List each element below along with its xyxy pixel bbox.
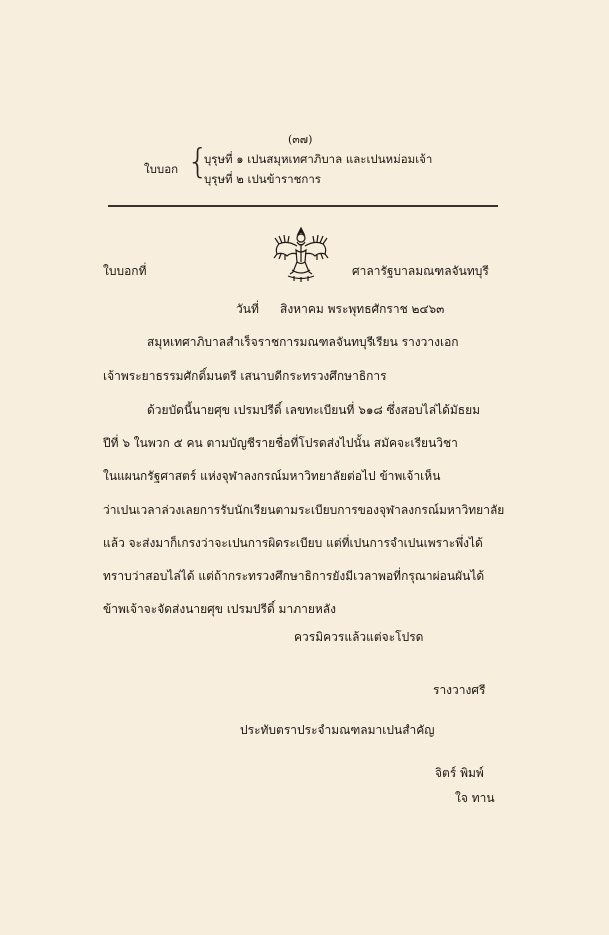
sender-title: สมุหเทศาภิบาลสำเร็จราชการมณฑลจันทบุรี [147, 335, 374, 349]
date-label: วันที่ [236, 302, 259, 316]
clerk-name: จิตร์ พิมพ์ [435, 766, 484, 780]
body-line-3: ในแผนกรัฐศาสตร์ แห่งจุฬาลงกรณ์มหาวิทยาลัยต่อไป ข้าพเจ้าเห็น [103, 469, 441, 483]
date-value: สิงหาคม พระพุทธศักราช ๒๔๖๓ [280, 302, 445, 316]
divider-rule [108, 205, 498, 207]
body-line-7: ข้าพเจ้าจะจัดส่งนายศุข เปรมปรีดิ์ มาภายหลัง [103, 602, 337, 616]
seal-note: ประทับตราประจำมณฑลมาเปนสำคัญ [240, 723, 435, 737]
closing-phrase: ควรมิควรแล้วแต่จะโปรด [294, 630, 424, 644]
document-kind-label: ใบบอก [144, 162, 179, 176]
signatory-title: รางวางศรี [433, 683, 486, 697]
body-line-1: ด้วยบัดนี้นายศุข เปรมปรีดิ์ เลขทะเบียนที่ ๖๑๘ ซึ่งสอบไล่ได้มัธยม [147, 403, 481, 417]
header-item-1: บุรุษที่ ๑ เปนสมุหเทศาภิบาล และเปนหม่อมเจ้า [204, 152, 433, 166]
addressee: เจ้าพระยาธรรมศักดิ์มนตรี เสนาบดีกระทรวงศึกษาธิการ [103, 369, 387, 383]
salutation: เรียน รางวางเอก [372, 335, 459, 349]
document-number-label: ใบบอกที่ [103, 264, 147, 278]
brace-symbol: { [187, 142, 209, 182]
issuing-office: ศาลารัฐบาลมณฑลจันทบุรี [352, 264, 489, 278]
body-line-4: ว่าเปนเวลาล่วงเลยการรับนักเรียนตามระเบียบการของจุฬาลงกรณ์มหาวิทยาลัย [103, 503, 505, 517]
header-item-2: บุรุษที่ ๒ เปนข้าราชการ [204, 172, 321, 186]
garuda-emblem-icon [270, 224, 332, 284]
page-number: (๓๗) [288, 133, 313, 146]
clerk-action: ใจ ทาน [455, 791, 495, 805]
body-line-6: ทราบว่าสอบไล่ได้ แต่ถ้ากระทรวงศึกษาธิการยังมีเวลาพอที่กรุณาผ่อนผันได้ [103, 569, 485, 583]
body-line-5: แล้ว จะส่งมาก็เกรงว่าจะเปนการผิดระเบียบ แต่ที่เปนการจำเปนเพราะพึ่งได้ [103, 536, 483, 550]
body-line-2: ปีที่ ๖ ในพวก ๕ คน ตามบัญชีรายชื่อที่โปรดส่งไปนั้น สมัคจะเรียนวิชา [103, 436, 458, 450]
